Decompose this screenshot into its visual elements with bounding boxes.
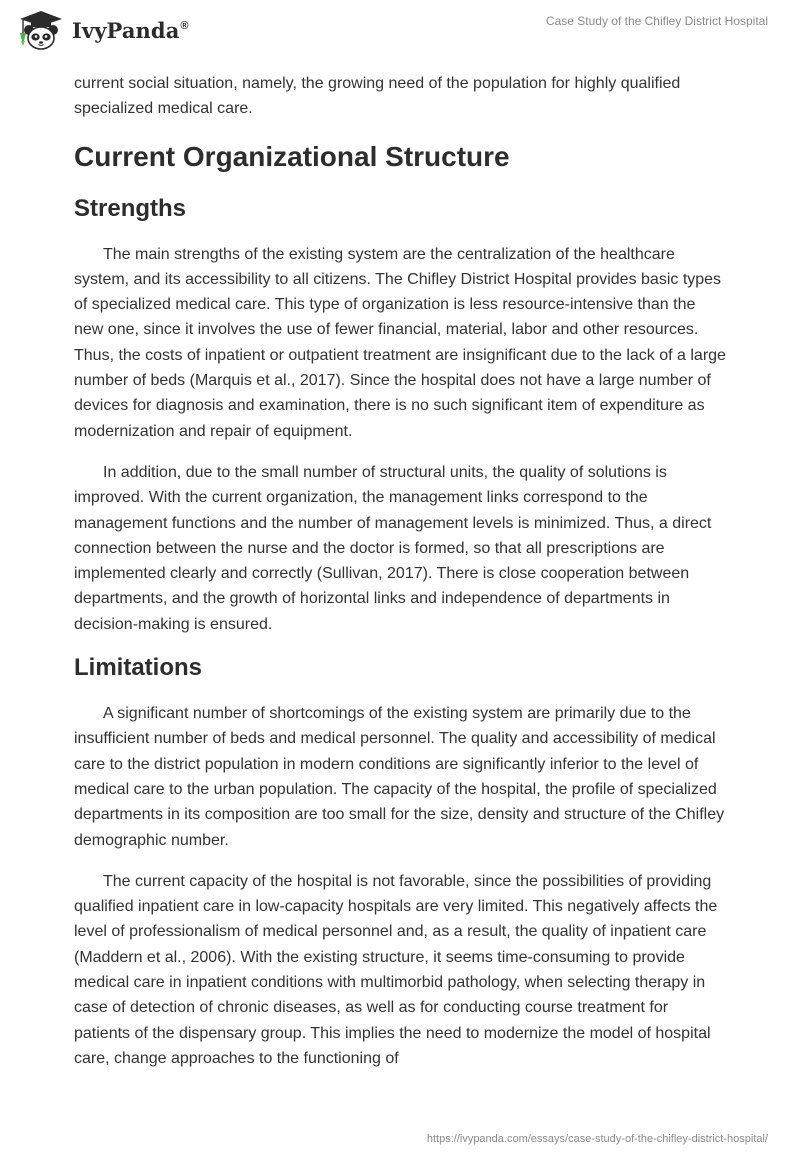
registered-mark: ® bbox=[180, 19, 189, 32]
panda-graduate-icon bbox=[14, 9, 68, 51]
limitations-paragraph: A significant number of shortcomings of the existing system are primarily due to the insufficient number of beds and medical personnel. The quality and accessibility of medical care to the district population in modern conditions are significantly inferior to the level of medical care to the urban population. The capacity of the hospital, the profile of specialized departments in its composition are too small for the size, density and structure of the Chifley demographic number. bbox=[74, 705, 725, 849]
subsection-heading-strengths: Strengths bbox=[74, 194, 187, 222]
subsection-heading-limitations: Limitations bbox=[74, 654, 203, 682]
document-title: Case Study of the Chifley District Hospital bbox=[545, 14, 768, 28]
strengths-paragraph: In addition, due to the small number of structural units, the quality of solutions is improved. With the current organization, the management links correspond to the management functions and the number of management levels is minimized. Thus, a direct connection between the nurse and the doctor is formed, so that all prescriptions are implemented clearly and correctly (Sullivan, 2017). There is close cooperation between departments, and the growth of horizontal links and independence of departments in decision-making is ensured. bbox=[74, 463, 712, 633]
page-header bbox=[0, 0, 800, 60]
limitations-paragraph: The current capacity of the hospital is not favorable, since the possibilities of providing qualified inpatient care in low-capacity hospitals are very limited. This negatively affects the level of professionalism of medical personnel and, as a result, the quality of inpatient care (Maddern et al., 2006). With the existing structure, it seems time-consuming to provide medical care in inpatient conditions with multimorbid pathology, when selecting therapy in case of detection of chronic diseases, as well as for conducting course treatment for patients of the dispensary group. This implies the need to modernize the model of hospital care, change approaches to the functioning of bbox=[74, 872, 718, 1067]
brand-name: IvyPanda® bbox=[72, 17, 189, 43]
strengths-paragraph: The main strengths of the existing system are the centralization of the healthcare system, and its accessibility to all citizens. The Chifley District Hospital provides basic types of specialized medical care. This type of organization is less resource-intensive than the new one, since it involves the use of fewer financial, material, labor and other resources. Thus, the costs of inpatient or outpatient treatment are insignificant due to the lack of a large number of beds (Marquis et al., 2017). Since the hospital does not have a large number of devices for diagnosis and examination, there is no such significant item of expenditure as modernization and repair of equipment. bbox=[74, 245, 726, 440]
brand-logo[interactable] bbox=[14, 9, 189, 51]
source-url[interactable]: https://ivypanda.com/essays/case-study-of-the-chifley-district-hospital/ bbox=[426, 1133, 768, 1145]
intro-paragraph: current social situation, namely, the growing need of the population for highly qualified specialized medical care. bbox=[74, 75, 681, 118]
article-body bbox=[74, 71, 726, 1087]
section-heading-current-structure: Current Organizational Structure bbox=[74, 140, 510, 172]
